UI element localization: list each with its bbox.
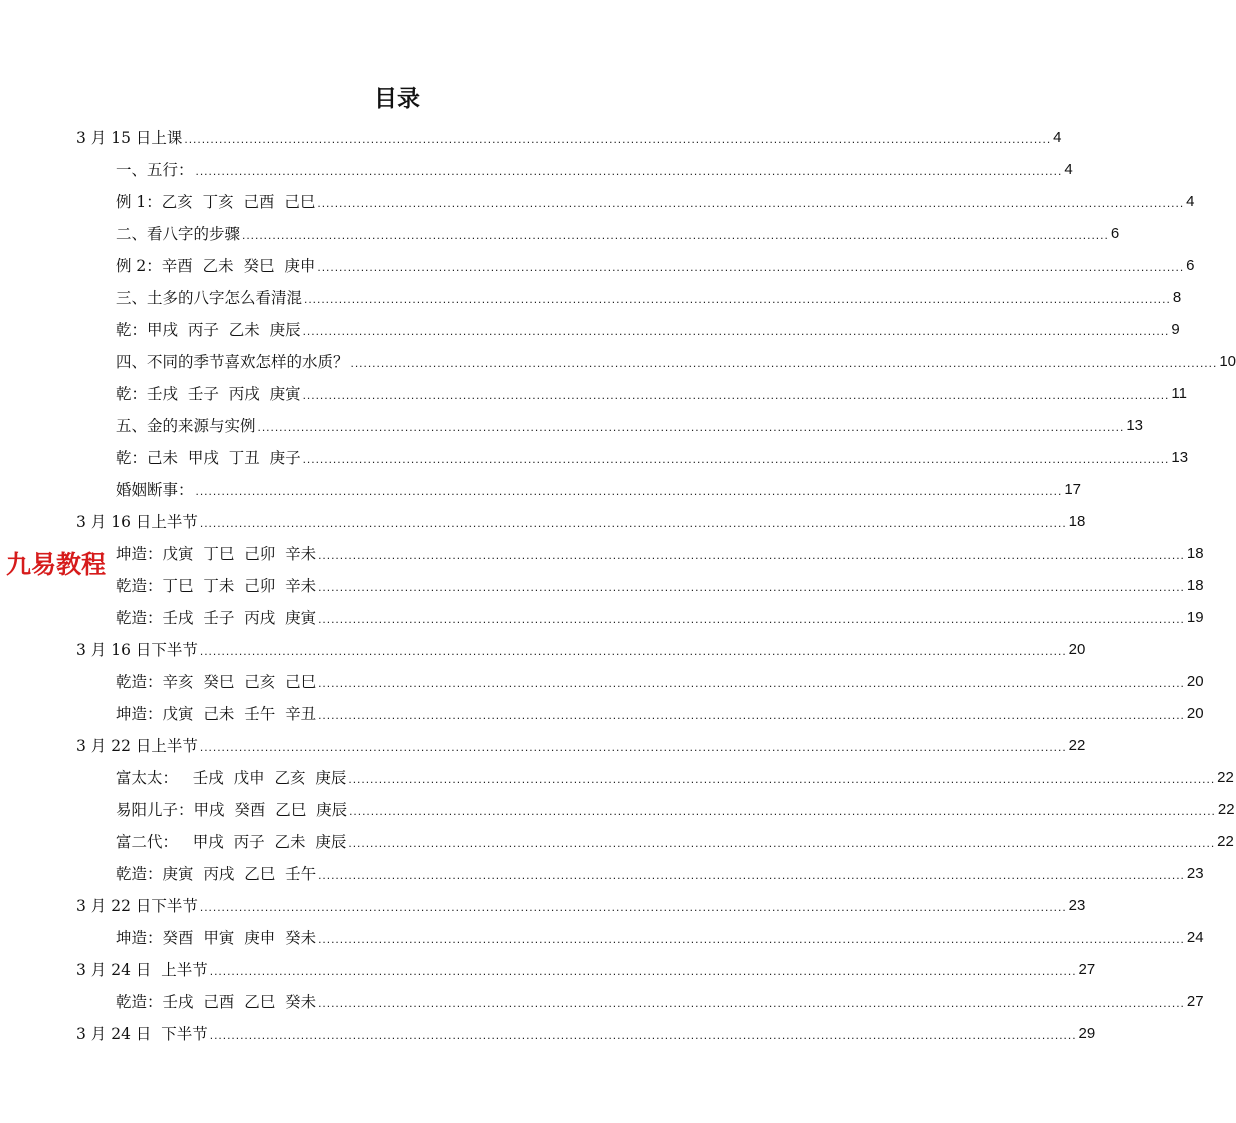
toc-entry-page: 22	[1217, 768, 1234, 786]
toc-entry-page: 9	[1171, 320, 1180, 338]
dot-leader: ........................................................................................................................................................................................................	[318, 708, 1185, 722]
toc-entry[interactable]	[76, 889, 1086, 921]
toc-entry[interactable]	[76, 121, 1062, 153]
toc-entry-page: 6	[1186, 256, 1195, 274]
dot-leader: ........................................................................................................................................................................................................	[348, 836, 1216, 850]
dot-leader: ........................................................................................................................................................................................................	[199, 740, 1067, 754]
dot-leader: ........................................................................................................................................................................................................	[349, 804, 1216, 818]
toc-entry-page: 29	[1078, 1024, 1096, 1042]
toc-entry-page: 17	[1064, 480, 1081, 498]
toc-entry-page: 20	[1068, 640, 1086, 658]
dot-leader: ........................................................................................................................................................................................................	[318, 676, 1185, 690]
toc-entry[interactable]	[116, 249, 1195, 281]
dot-leader: ........................................................................................................................................................................................................	[195, 484, 1063, 498]
toc-entry[interactable]	[116, 985, 1204, 1017]
toc-entry-title: 坤造：戊寅 己未 壬午 辛丑	[116, 705, 317, 723]
toc-entry-page: 19	[1186, 608, 1204, 626]
toc-entry-title: 坤造：戊寅 丁巳 己卯 辛未	[116, 545, 317, 563]
dot-leader: ........................................................................................................................................................................................................	[195, 164, 1063, 178]
dot-leader: ........................................................................................................................................................................................................	[318, 612, 1185, 626]
toc-entry[interactable]	[116, 761, 1234, 793]
toc-entry-title: 一、五行：	[116, 161, 194, 179]
toc-entry-title: 乾造：庚寅 丙戌 乙巳 壬午	[116, 865, 317, 883]
toc-entry-title: 易阳儿子：甲戌 癸酉 乙巳 庚辰	[116, 801, 348, 819]
dot-leader: ........................................................................................................................................................................................................	[318, 580, 1185, 594]
toc-entry[interactable]	[76, 1017, 1096, 1049]
toc-entry-title: 二、看八字的步骤	[116, 225, 241, 243]
toc-entry-title: 例 1：乙亥 丁亥 己酉 己巳	[116, 193, 316, 211]
toc-entry[interactable]	[116, 665, 1204, 697]
toc-entry-title: 3 月 24 日 下半节	[76, 1025, 208, 1043]
toc-entry-page: 23	[1186, 864, 1204, 882]
toc-entry[interactable]	[76, 953, 1096, 985]
toc-entry[interactable]	[116, 153, 1073, 185]
toc-entry-page: 22	[1217, 832, 1234, 850]
toc-entry[interactable]	[76, 505, 1086, 537]
toc-entry-page: 23	[1068, 896, 1086, 914]
toc-entry-title: 3 月 22 日上半节	[76, 737, 198, 755]
toc-entry[interactable]	[116, 857, 1204, 889]
dot-leader: ........................................................................................................................................................................................................	[304, 292, 1171, 306]
toc-entry-title: 乾：甲戌 丙子 乙未 庚辰	[116, 321, 301, 339]
dot-leader: ........................................................................................................................................................................................................	[257, 420, 1125, 434]
toc-entry-page: 18	[1186, 576, 1204, 594]
toc-entry-title: 3 月 16 日上半节	[76, 513, 198, 531]
toc-entry[interactable]	[116, 697, 1204, 729]
toc-entry-page: 22	[1068, 736, 1086, 754]
dot-leader: ........................................................................................................................................................................................................	[302, 452, 1170, 466]
toc-entry-page: 20	[1186, 672, 1204, 690]
toc-entry[interactable]	[116, 313, 1180, 345]
dot-leader: ........................................................................................................................................................................................................	[242, 228, 1109, 242]
toc-entry-page: 10	[1219, 352, 1236, 370]
page-title: 目录	[374, 86, 420, 112]
toc-entry-page: 27	[1186, 992, 1204, 1010]
toc-entry[interactable]	[116, 441, 1189, 473]
dot-leader: ........................................................................................................................................................................................................	[318, 932, 1185, 946]
toc-entry-title: 3 月 15 日上课	[76, 129, 183, 147]
toc-entry[interactable]	[116, 569, 1204, 601]
toc-entry[interactable]	[116, 921, 1204, 953]
toc-entry-title: 五、金的来源与实例	[116, 417, 256, 435]
toc-entry-title: 乾造：壬戌 壬子 丙戌 庚寅	[116, 609, 317, 627]
dot-leader: ........................................................................................................................................................................................................	[199, 900, 1067, 914]
toc-entry[interactable]	[116, 825, 1234, 857]
dot-leader: ........................................................................................................................................................................................................	[318, 996, 1185, 1010]
toc-entry-title: 三、土多的八字怎么看清混	[116, 289, 303, 307]
toc-entry-page: 24	[1186, 928, 1204, 946]
toc-entry-title: 3 月 16 日下半节	[76, 641, 198, 659]
toc-entry-title: 3 月 24 日 上半节	[76, 961, 208, 979]
toc-entry-title: 乾造：丁巳 丁未 己卯 辛未	[116, 577, 317, 595]
dot-leader: ........................................................................................................................................................................................................	[317, 260, 1185, 274]
toc-entry-page: 18	[1068, 512, 1086, 530]
toc-entry-title: 乾：壬戌 壬子 丙戌 庚寅	[116, 385, 301, 403]
toc-entry-page: 4	[1064, 160, 1073, 178]
toc-entry-page: 13	[1126, 416, 1143, 434]
dot-leader: ........................................................................................................................................................................................................	[348, 772, 1216, 786]
dot-leader: ........................................................................................................................................................................................................	[199, 516, 1067, 530]
dot-leader: ........................................................................................................................................................................................................	[318, 548, 1185, 562]
toc-entry[interactable]	[116, 345, 1236, 377]
toc-entry[interactable]	[116, 377, 1187, 409]
dot-leader: ........................................................................................................................................................................................................	[184, 132, 1052, 146]
toc-entry[interactable]	[116, 281, 1182, 313]
toc-entry-title: 乾：己未 甲戌 丁丑 庚子	[116, 449, 301, 467]
toc-entry-title: 乾造：壬戌 己酉 乙巳 癸未	[116, 993, 317, 1011]
toc-entry-title: 富太太： 壬戌 戊申 乙亥 庚辰	[116, 769, 347, 787]
toc-entry[interactable]	[116, 217, 1120, 249]
toc-entry-title: 乾造：辛亥 癸巳 己亥 己巳	[116, 673, 317, 691]
watermark: 九易教程	[6, 545, 108, 581]
toc-entry-page: 13	[1171, 448, 1189, 466]
toc-entry-title: 例 2：辛酉 乙未 癸巳 庚申	[116, 257, 316, 275]
toc-entry[interactable]	[76, 633, 1086, 665]
dot-leader: ........................................................................................................................................................................................................	[318, 868, 1185, 882]
toc-entry-page: 8	[1172, 288, 1182, 306]
toc-entry[interactable]	[116, 185, 1195, 217]
dot-leader: ........................................................................................................................................................................................................	[302, 388, 1170, 402]
toc-entry-page: 6	[1110, 224, 1120, 242]
toc-entry-title: 婚姻断事：	[116, 481, 194, 499]
toc-entry-page: 18	[1186, 544, 1204, 562]
toc-entry[interactable]	[76, 729, 1086, 761]
toc-entry-page: 20	[1186, 704, 1204, 722]
toc-entry-page: 4	[1186, 192, 1195, 210]
toc-entry-title: 四、不同的季节喜欢怎样的水质？	[116, 353, 349, 371]
toc-entry[interactable]	[116, 601, 1204, 633]
toc-entry[interactable]	[116, 473, 1081, 505]
toc-entry[interactable]	[116, 409, 1143, 441]
toc-entry-page: 11	[1171, 384, 1187, 402]
toc-entry-page: 22	[1217, 800, 1235, 818]
dot-leader: ........................................................................................................................................................................................................	[199, 644, 1067, 658]
dot-leader: ........................................................................................................................................................................................................	[209, 1028, 1077, 1042]
toc-entry-page: 4	[1053, 128, 1062, 146]
toc-entry-title: 3 月 22 日下半节	[76, 897, 198, 915]
dot-leader: ........................................................................................................................................................................................................	[317, 196, 1185, 210]
toc-entry[interactable]	[116, 537, 1204, 569]
toc-entry-page: 27	[1078, 960, 1096, 978]
dot-leader: ........................................................................................................................................................................................................	[350, 356, 1218, 370]
dot-leader: ........................................................................................................................................................................................................	[302, 324, 1170, 338]
toc-entry-title: 富二代： 甲戌 丙子 乙未 庚辰	[116, 833, 347, 851]
dot-leader: ........................................................................................................................................................................................................	[209, 964, 1077, 978]
toc-entry-title: 坤造：癸酉 甲寅 庚申 癸未	[116, 929, 317, 947]
toc-entry[interactable]	[116, 793, 1235, 825]
